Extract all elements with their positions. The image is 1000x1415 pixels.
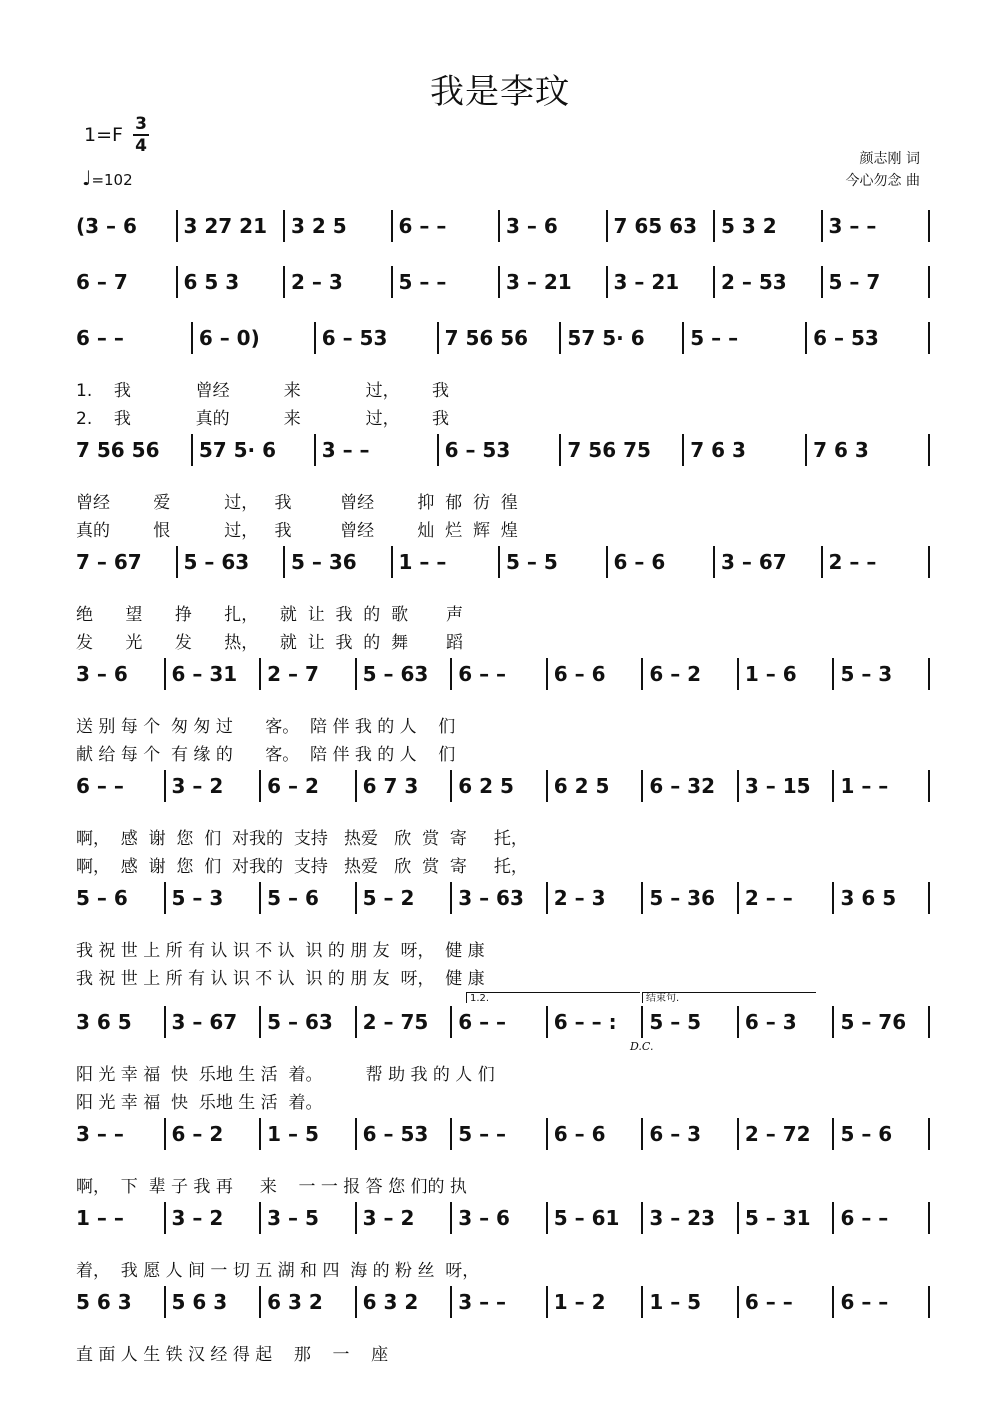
bar-line bbox=[832, 1006, 834, 1038]
measure: 3 – 2 bbox=[171, 1206, 224, 1230]
bar-line bbox=[450, 882, 452, 914]
lyric-line: 阳 光 幸 福 快 乐地 生 活 着。 帮 助 我 的 人 们 bbox=[76, 1065, 495, 1084]
measure: 6 3 2 bbox=[267, 1290, 323, 1314]
measure: 6 – 2 bbox=[171, 1122, 224, 1146]
bar-line bbox=[606, 210, 608, 242]
bar-line bbox=[314, 434, 316, 466]
key-signature: 1=F bbox=[84, 124, 123, 146]
bar-line bbox=[928, 210, 930, 242]
measure: 6 – – : bbox=[553, 1010, 617, 1034]
measure: 6 – 31 bbox=[171, 662, 238, 686]
bar-line bbox=[737, 1202, 739, 1234]
measure: 5 6 3 bbox=[76, 1290, 132, 1314]
measure: 3 – 67 bbox=[171, 1010, 238, 1034]
lyric-line: 我 祝 世 上 所 有 认 识 不 认 识 的 朋 友 呀， 健 康 bbox=[76, 969, 485, 988]
measure: 3 – 15 bbox=[744, 774, 811, 798]
measure: 6 – – bbox=[76, 774, 124, 798]
measure: 5 – 3 bbox=[171, 886, 224, 910]
bar-line bbox=[737, 1006, 739, 1038]
bar-line bbox=[314, 322, 316, 354]
measure: 5 – 6 bbox=[267, 886, 319, 910]
bar-line bbox=[437, 322, 439, 354]
measure: 5 – – bbox=[398, 270, 447, 294]
bar-line bbox=[641, 1202, 643, 1234]
bar-line bbox=[928, 1118, 930, 1150]
measure: 5 – 36 bbox=[649, 886, 716, 910]
bar-line bbox=[164, 1118, 166, 1150]
bar-line bbox=[176, 546, 178, 578]
measure: 3 – 2 bbox=[171, 774, 224, 798]
measure: 6 – 53 bbox=[362, 1122, 429, 1146]
bar-line bbox=[164, 770, 166, 802]
measure: 1 – 5 bbox=[649, 1290, 702, 1314]
lyric-line: 着， 我 愿 人 间 一 切 五 湖 和 四 海 的 粉 丝 呀， bbox=[76, 1261, 480, 1280]
time-signature-bottom: 4 bbox=[135, 136, 147, 156]
measure: 5 – 6 bbox=[76, 886, 128, 910]
bar-line bbox=[928, 882, 930, 914]
measure: 5 – 2 bbox=[362, 886, 415, 910]
measure: 3 – 23 bbox=[649, 1206, 716, 1230]
bar-line bbox=[641, 658, 643, 690]
measure: 7 65 63 bbox=[613, 214, 698, 238]
measure: 7 – 67 bbox=[76, 550, 142, 574]
measure: 5 – – bbox=[690, 326, 739, 350]
bar-line bbox=[928, 266, 930, 298]
bar-line bbox=[641, 770, 643, 802]
measure: 3 – – bbox=[458, 1290, 507, 1314]
measure: 3 – 21 bbox=[506, 270, 572, 294]
measure: 3 – 63 bbox=[458, 886, 524, 910]
bar-line bbox=[641, 1118, 643, 1150]
bar-line bbox=[191, 322, 193, 354]
lyric-line: 啊， 感 谢 您 们 对我的 支持 热爱 欣 赏 寄 托， bbox=[76, 829, 528, 848]
measure: 57 5· 6 bbox=[567, 326, 645, 350]
bar-line bbox=[283, 546, 285, 578]
measure: 3 – – bbox=[321, 438, 370, 462]
bar-line bbox=[450, 658, 452, 690]
lyric-line: 发 光 发 热， 就 让 我 的 舞 蹈 bbox=[76, 633, 463, 652]
time-signature bbox=[132, 114, 150, 156]
measure: 5 – 63 bbox=[267, 1010, 333, 1034]
bar-line bbox=[498, 210, 500, 242]
bar-line bbox=[450, 770, 452, 802]
bar-line bbox=[821, 546, 823, 578]
lyric-line: 送 别 每 个 匆 匆 过 客。 陪 伴 我 的 人 们 bbox=[76, 717, 456, 736]
measure: 3 6 5 bbox=[840, 886, 897, 910]
measure: 6 – – bbox=[840, 1290, 889, 1314]
measure: 5 – – bbox=[458, 1122, 507, 1146]
notation-row bbox=[70, 270, 930, 310]
bar-line bbox=[805, 322, 807, 354]
lyricist-credit: 颜志刚 词 bbox=[859, 151, 920, 167]
composer-credit: 今心勿念 曲 bbox=[845, 173, 920, 189]
measure: 6 2 5 bbox=[553, 774, 610, 798]
notation-row bbox=[70, 662, 930, 702]
lyric-line: 1. 我 曾经 来 过， 我 bbox=[76, 381, 449, 400]
bar-line bbox=[641, 882, 643, 914]
measure: 6 – 3 bbox=[649, 1122, 702, 1146]
notation-row bbox=[70, 1010, 930, 1050]
bar-line bbox=[832, 1286, 834, 1318]
bar-line bbox=[283, 210, 285, 242]
bar-line bbox=[641, 1006, 643, 1038]
bar-line bbox=[391, 210, 393, 242]
da-capo-mark: D.C. bbox=[630, 1040, 654, 1053]
volta-ending-phrase: 结束句. bbox=[642, 992, 816, 1003]
bar-line bbox=[259, 882, 261, 914]
bar-line bbox=[737, 1118, 739, 1150]
bar-line bbox=[832, 1118, 834, 1150]
measure: 7 56 56 bbox=[444, 326, 529, 350]
measure: 5 6 3 bbox=[171, 1290, 228, 1314]
measure: 5 – 5 bbox=[649, 1010, 702, 1034]
notation-row bbox=[70, 326, 930, 366]
measure: 6 – 2 bbox=[649, 662, 702, 686]
bar-line bbox=[606, 266, 608, 298]
bar-line bbox=[259, 1006, 261, 1038]
measure: 5 – 76 bbox=[840, 1010, 907, 1034]
measure: 6 – 32 bbox=[649, 774, 716, 798]
bar-line bbox=[164, 1202, 166, 1234]
bar-line bbox=[355, 1286, 357, 1318]
measure: 5 3 2 bbox=[721, 214, 777, 238]
bar-line bbox=[355, 1202, 357, 1234]
measure: 3 – 5 bbox=[267, 1206, 319, 1230]
bar-line bbox=[283, 266, 285, 298]
measure: 2 – – bbox=[744, 886, 793, 910]
bar-line bbox=[737, 770, 739, 802]
bar-line bbox=[546, 770, 548, 802]
measure: 6 – 53 bbox=[444, 438, 511, 462]
lyric-line: 啊， 感 谢 您 们 对我的 支持 热爱 欣 赏 寄 托， bbox=[76, 857, 528, 876]
bar-line bbox=[713, 546, 715, 578]
measure: 6 – 3 bbox=[744, 1010, 797, 1034]
measure: 1 – – bbox=[76, 1206, 124, 1230]
bar-line bbox=[832, 1202, 834, 1234]
notation-row bbox=[70, 774, 930, 814]
measure: 3 – 6 bbox=[458, 1206, 510, 1230]
measure: 1 – 6 bbox=[744, 662, 797, 686]
bar-line bbox=[737, 658, 739, 690]
lyric-line: 直 面 人 生 铁 汉 经 得 起 那 一 座 bbox=[76, 1345, 389, 1364]
measure: 6 – 53 bbox=[321, 326, 388, 350]
bar-line bbox=[259, 1118, 261, 1150]
measure: 5 – 5 bbox=[506, 550, 558, 574]
bar-line bbox=[546, 658, 548, 690]
measure: 1 – – bbox=[398, 550, 447, 574]
bar-line bbox=[713, 266, 715, 298]
bar-line bbox=[737, 1286, 739, 1318]
bar-line bbox=[928, 546, 930, 578]
bar-line bbox=[546, 1006, 548, 1038]
bar-line bbox=[805, 434, 807, 466]
lyric-line: 绝 望 挣 扎， 就 让 我 的 歌 声 bbox=[76, 605, 463, 624]
bar-line bbox=[355, 1118, 357, 1150]
bar-line bbox=[355, 1006, 357, 1038]
measure: 5 – 63 bbox=[183, 550, 250, 574]
bar-line bbox=[606, 546, 608, 578]
lyric-line: 真的 恨 过， 我 曾经 灿 烂 辉 煌 bbox=[76, 521, 518, 540]
bar-line bbox=[391, 546, 393, 578]
bar-line bbox=[713, 210, 715, 242]
bar-line bbox=[641, 1286, 643, 1318]
bar-line bbox=[546, 1286, 548, 1318]
measure: 6 – 6 bbox=[553, 662, 606, 686]
measure: 5 – 7 bbox=[828, 270, 881, 294]
bar-line bbox=[164, 1006, 166, 1038]
bar-line bbox=[176, 266, 178, 298]
measure: (3 – 6 bbox=[76, 214, 137, 238]
bar-line bbox=[928, 1006, 930, 1038]
measure: 2 – 72 bbox=[744, 1122, 811, 1146]
bar-line bbox=[176, 210, 178, 242]
tempo-value: =102 bbox=[91, 171, 133, 189]
notation-row bbox=[70, 438, 930, 478]
measure: 2 – 7 bbox=[267, 662, 319, 686]
bar-line bbox=[450, 1286, 452, 1318]
bar-line bbox=[832, 882, 834, 914]
measure: 6 – – bbox=[76, 326, 124, 350]
tempo-marking bbox=[82, 166, 133, 190]
bar-line bbox=[832, 658, 834, 690]
measure: 2 – 3 bbox=[291, 270, 343, 294]
measure: 6 – – bbox=[840, 1206, 889, 1230]
measure: 6 – 7 bbox=[76, 270, 128, 294]
bar-line bbox=[821, 210, 823, 242]
bar-line bbox=[355, 882, 357, 914]
measure: 3 – 6 bbox=[76, 662, 128, 686]
bar-line bbox=[832, 770, 834, 802]
bar-line bbox=[450, 1006, 452, 1038]
bar-line bbox=[546, 1118, 548, 1150]
lyric-line: 阳 光 幸 福 快 乐地 生 活 着。 bbox=[76, 1093, 323, 1112]
measure: 5 – 31 bbox=[744, 1206, 811, 1230]
measure: 2 – 75 bbox=[362, 1010, 429, 1034]
bar-line bbox=[450, 1202, 452, 1234]
measure: 3 – – bbox=[828, 214, 877, 238]
lyric-line: 献 给 每 个 有 缘 的 客。 陪 伴 我 的 人 们 bbox=[76, 745, 456, 764]
bar-line bbox=[928, 1202, 930, 1234]
bar-line bbox=[498, 546, 500, 578]
measure: 6 – 6 bbox=[613, 550, 666, 574]
measure: 3 – 67 bbox=[721, 550, 787, 574]
measure: 7 6 3 bbox=[690, 438, 746, 462]
bar-line bbox=[259, 658, 261, 690]
bar-line bbox=[682, 434, 684, 466]
measure: 3 2 5 bbox=[291, 214, 347, 238]
measure: 7 6 3 bbox=[813, 438, 869, 462]
bar-line bbox=[682, 322, 684, 354]
measure: 3 – 2 bbox=[362, 1206, 415, 1230]
notation-row bbox=[70, 550, 930, 590]
measure: 2 – 53 bbox=[721, 270, 787, 294]
bar-line bbox=[355, 658, 357, 690]
bar-line bbox=[164, 882, 166, 914]
bar-line bbox=[259, 1286, 261, 1318]
measure: 6 – – bbox=[398, 214, 447, 238]
measure: 3 – 21 bbox=[613, 270, 680, 294]
lyric-line: 曾经 爱 过， 我 曾经 抑 郁 彷 徨 bbox=[76, 493, 518, 512]
measure: 3 – – bbox=[76, 1122, 124, 1146]
notation-row bbox=[70, 1206, 930, 1246]
bar-line bbox=[498, 266, 500, 298]
measure: 6 – – bbox=[744, 1290, 793, 1314]
measure: 3 6 5 bbox=[76, 1010, 132, 1034]
bar-line bbox=[928, 322, 930, 354]
time-signature-top: 3 bbox=[135, 114, 147, 134]
bar-line bbox=[191, 434, 193, 466]
bar-line bbox=[559, 322, 561, 354]
measure: 6 – 53 bbox=[813, 326, 879, 350]
volta-first-ending: 1.2. bbox=[466, 992, 640, 1003]
bar-line bbox=[259, 770, 261, 802]
notation-row bbox=[70, 1290, 930, 1330]
bar-line bbox=[391, 266, 393, 298]
bar-line bbox=[928, 658, 930, 690]
measure: 6 2 5 bbox=[458, 774, 514, 798]
measure: 1 – 5 bbox=[267, 1122, 319, 1146]
measure: 6 – – bbox=[458, 662, 507, 686]
measure: 6 – 6 bbox=[553, 1122, 606, 1146]
measure: 5 – 3 bbox=[840, 662, 893, 686]
bar-line bbox=[928, 434, 930, 466]
bar-line bbox=[437, 434, 439, 466]
quarter-note-icon: ♩ bbox=[82, 166, 92, 190]
song-title: 我是李玟 bbox=[430, 72, 570, 112]
measure: 3 27 21 bbox=[183, 214, 268, 238]
lyric-line: 啊， 下 辈 子 我 再 来 一 一 报 答 您 们的 执 bbox=[76, 1177, 467, 1196]
measure: 1 – – bbox=[840, 774, 889, 798]
bar-line bbox=[259, 1202, 261, 1234]
measure: 6 – – bbox=[458, 1010, 507, 1034]
bar-line bbox=[164, 658, 166, 690]
lyric-line: 我 祝 世 上 所 有 认 识 不 认 识 的 朋 友 呀， 健 康 bbox=[76, 941, 485, 960]
notation-row bbox=[70, 886, 930, 926]
notation-row bbox=[70, 1122, 930, 1162]
measure: 5 – 61 bbox=[553, 1206, 620, 1230]
bar-line bbox=[928, 770, 930, 802]
bar-line bbox=[737, 882, 739, 914]
measure: 5 – 36 bbox=[291, 550, 357, 574]
measure: 3 – 6 bbox=[506, 214, 558, 238]
bar-line bbox=[450, 1118, 452, 1150]
measure: 6 3 2 bbox=[362, 1290, 419, 1314]
bar-line bbox=[546, 1202, 548, 1234]
measure: 7 56 56 bbox=[76, 438, 160, 462]
measure: 7 56 75 bbox=[567, 438, 651, 462]
measure: 57 5· 6 bbox=[198, 438, 277, 462]
measure: 1 – 2 bbox=[553, 1290, 606, 1314]
bar-line bbox=[164, 1286, 166, 1318]
measure: 5 – 6 bbox=[840, 1122, 893, 1146]
bar-line bbox=[928, 1286, 930, 1318]
measure: 2 – 3 bbox=[553, 886, 606, 910]
bar-line bbox=[559, 434, 561, 466]
bar-line bbox=[821, 266, 823, 298]
bar-line bbox=[546, 882, 548, 914]
measure: 6 5 3 bbox=[183, 270, 240, 294]
notation-row bbox=[70, 214, 930, 254]
measure: 5 – 63 bbox=[362, 662, 429, 686]
measure: 6 7 3 bbox=[362, 774, 419, 798]
measure: 2 – – bbox=[828, 550, 877, 574]
measure: 6 – 0) bbox=[198, 326, 260, 350]
lyric-line: 2. 我 真的 来 过， 我 bbox=[76, 409, 449, 428]
bar-line bbox=[355, 770, 357, 802]
measure: 6 – 2 bbox=[267, 774, 319, 798]
